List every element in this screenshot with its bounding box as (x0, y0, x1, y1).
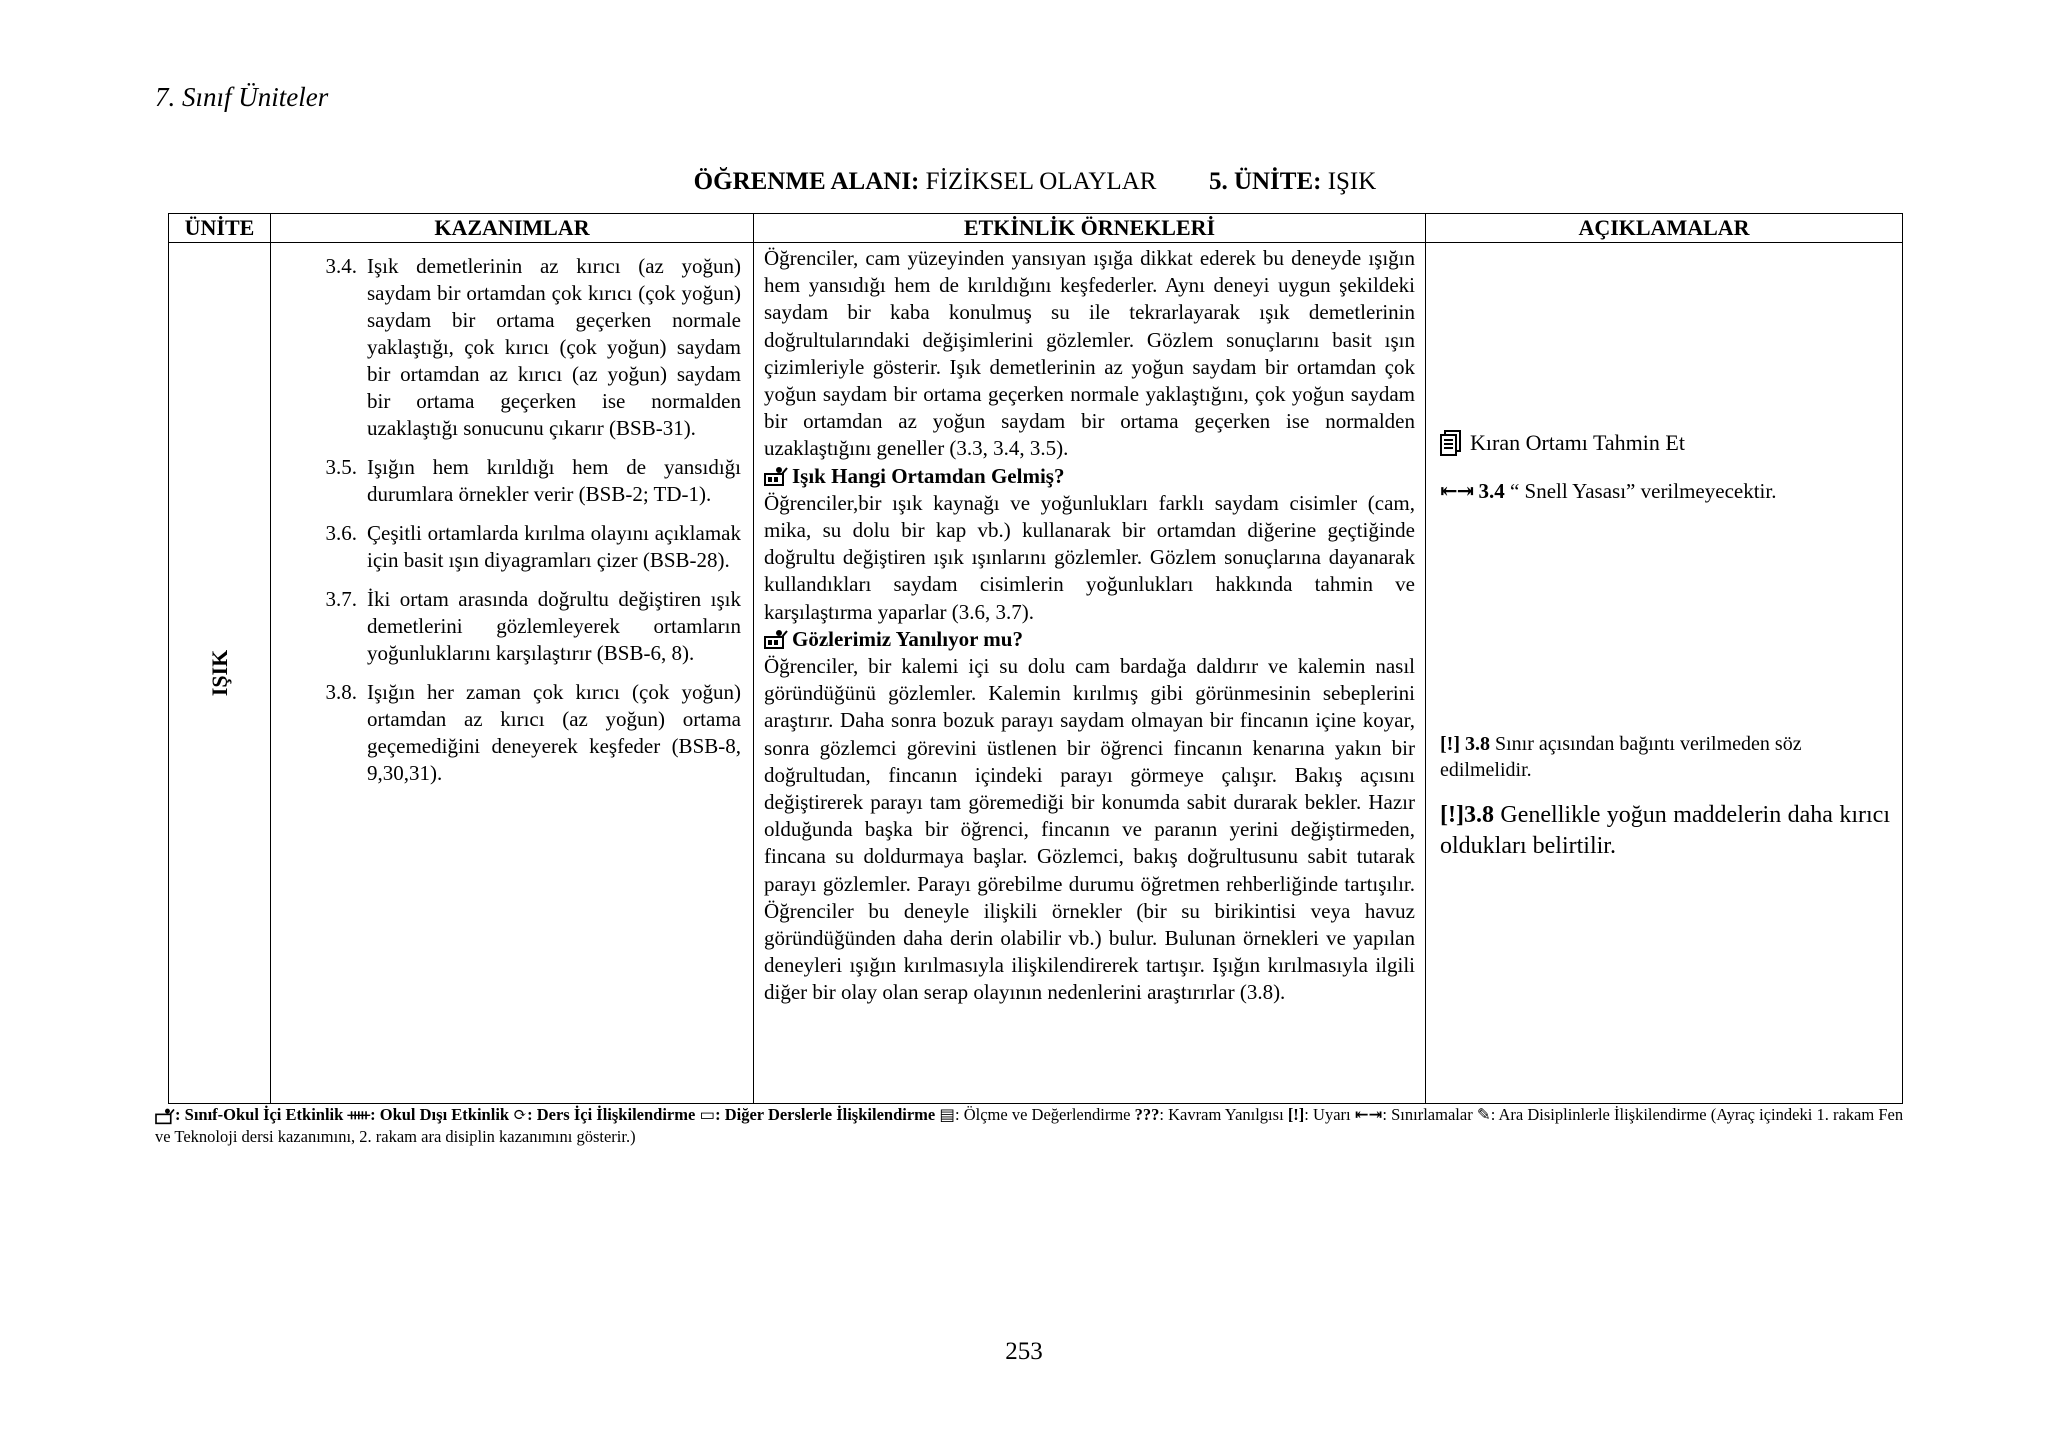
unit-value: IŞIK (1327, 168, 1377, 195)
kazanim-number: 3.7. (325, 587, 357, 611)
aciklamalar-cell (1426, 243, 1903, 1104)
kazanim-text: Işığın her zaman çok kırıcı (çok yoğun) ortamdan az kırıcı (az yoğun) ortama geçemediğini deneyerek keşfeder (BSB-8, 9,30,31). (367, 680, 741, 785)
kazanim-item (271, 586, 741, 667)
legend-l5: : Ölçme ve Değerlendirme (954, 1105, 1131, 1124)
aciklama-item4-mark: [!]3.8 (1440, 802, 1494, 828)
outdoor-activity-icon: ᚔ (347, 1105, 371, 1124)
kazanim-text: Işığın hem kırıldığı hem de yansıdığı durumlara örnekler verir (BSB-2; TD-1). (367, 455, 741, 506)
activity2-text: Öğrenciler, bir kalemi içi su dolu cam bardağa daldırır ve kalemin nasıl göründüğünü gözlemler. Kalemin kırılmış gibi görünmesinin sebeplerini araştırır. Daha sonra bozuk parayı saydam olmayan bir fincanın içine koyar, sonra gözlemci görevini üstlenen bir öğrenci fincanın kenarına yakın bir doğrultudan, fincanın içindeki parayı görmeye çalışır. Bakış açısını değiştirerek parayı tam göremediği bir konumda sabit durarak bekler. Hazır olduğunda başka bir öğrenci, fincanın ve paranın yerini değiştirmeden, fincana su doldurmaya başlar. Gözlemci, bakış doğrultusunu sabit tutarak parayı gözlemler. Parayı görebilme durumu öğretmen rehberliğinde tartışılır. Öğrenciler bu deneyle ilişkili örnekler (bir su birikintisi veya havuz göründüğünden daha derin olabilir vb.) bulur. Bulunan örnekleri ve yapılan deneyleri ışığın kırılmasıyla ilişkilendirerek tartışır. Işığın kırılmasıyla ilgili diğer bir olay olan serap olayının nedenlerini araştırırlar (3.8). (764, 654, 1415, 1005)
legend-l2: : Okul Dışı Etkinlik (370, 1105, 510, 1124)
kazanim-item (271, 253, 741, 442)
aciklama-item4-text: Genellikle yoğun maddelerin daha kırıcı oldukları belirtilir. (1440, 802, 1891, 859)
kazanim-text: İki ortam arasında doğrultu değiştiren ışık demetlerini gözlemleyerek ortamların yoğunluklarını karşılaştırır (BSB-6, 8). (367, 587, 741, 665)
unit-name-vertical: IŞIK (206, 649, 232, 697)
etkinlik-intro: Öğrenciler, cam yüzeyinden yansıyan ışığa dikkat ederek bu deneyde ışığın hem yansıdığı hem de kırıldığını keşfederler. Aynı deneyi uygun şekildeki saydam bir kaba konulmuş su ile tekrarlayarak ışık demetlerinin doğrultularındaki değişimlerini gözlemler. Gözlem sonuçlarını basit ışın çizimleriyle gösterir. Işık demetlerinin az yoğun saydam bir ortamdan çok yoğun saydam bir ortama geçerken normale yaklaştığını, çok yoğun saydam bir ortamdan az yoğun saydam bir ortama geçerken ise normalden uzaklaştığını geneller (3.3, 3.4, 3.5). (764, 246, 1415, 461)
assessment-icon (1440, 430, 1462, 456)
header-aciklamalar: AÇIKLAMALAR (1426, 214, 1903, 243)
kazanim-text: Işık demetlerinin az kırıcı (az yoğun) saydam bir ortamdan çok kırıcı (çok yoğun) saydam bir ortama geçerken normale yaklaştığı, çok kırıcı (çok yoğun) saydam bir ortamdan az kırıcı (az yoğun) saydam bir ortama geçerken ise normalden uzaklaştığı sonucunu çıkarır (BSB-31). (367, 254, 741, 440)
aciklama-limitation (1440, 478, 1776, 504)
table-row (169, 243, 1903, 1104)
legend-l1: : Sınıf-Okul İçi Etkinlik (175, 1105, 344, 1124)
unit-label: 5. ÜNİTE: (1208, 168, 1322, 195)
interdisciplinary-icon: ✎ (1476, 1105, 1491, 1124)
kazanimlar-cell (271, 243, 754, 1104)
legend (155, 1104, 1903, 1148)
kazanim-number: 3.4. (325, 254, 357, 278)
legend-l7-mark: [!] (1287, 1105, 1305, 1124)
activity2-title: Gözlerimiz Yanılıyor mu? (792, 626, 1023, 651)
activity1-text: Öğrenciler,bir ışık kaynağı ve yoğunlukları farklı saydam cisimler (cam, mika, su dolu bir kap vb.) kullanarak bir ortamdan diğerine geçtiğinde doğrultu değiştiren ışık ışınlarını gözlemler. Gözlem sonuçlarına dayanarak kullandıkları saydam cisimlerin yoğunlukları hakkında tahmin ve karşılaştırma yaparlar (3.6, 3.7). (764, 490, 1415, 624)
legend-l6: : Kavram Yanılgısı (1159, 1105, 1284, 1124)
curriculum-table (168, 213, 1903, 1104)
aciklama-assessment (1440, 430, 1685, 456)
kazanim-number: 3.8. (325, 680, 357, 704)
header-unite: ÜNİTE (169, 214, 271, 243)
kazanim-item (271, 679, 741, 787)
legend-l8: : Sınırlamalar (1382, 1105, 1473, 1124)
legend-l3: : Ders İçi İlişkilendirme (527, 1105, 696, 1124)
page-header-title: 7. Sınıf Üniteler (155, 82, 329, 112)
header-etkinlik: ETKİNLİK ÖRNEKLERİ (754, 214, 1426, 243)
etkinlik-cell (754, 243, 1426, 1104)
activity1-title: Işık Hangi Ortamdan Gelmiş? (792, 463, 1065, 488)
legend-l7: : Uyarı (1304, 1105, 1351, 1124)
header-kazanimlar: KAZANIMLAR (271, 214, 754, 243)
learning-area-line (168, 168, 1902, 196)
other-courses-icon: ▭ (699, 1105, 716, 1124)
kazanim-number: 3.6. (325, 521, 357, 545)
kazanim-number: 3.5. (325, 455, 357, 479)
legend-l4: : Diğer Derslerle İlişkilendirme (715, 1105, 936, 1124)
kazanim-item (271, 454, 741, 508)
assessment-icon: ▤ (939, 1105, 955, 1124)
aciklama-item1: Kıran Ortamı Tahmin Et (1470, 430, 1685, 455)
legend-l9: : Ara Disiplinlerle İlişkilendirme (Ayraç içindeki 1. rakam Fen ve Teknoloji dersi kazanımını, 2. rakam ara disiplin kazanımını gösterir.) (155, 1105, 1904, 1146)
area-value: FİZİKSEL OLAYLAR (925, 168, 1157, 195)
aciklama-item2-text: “ Snell Yasası” verilmeyecektir. (1509, 479, 1777, 503)
page-number: 253 (1005, 1338, 1043, 1365)
kazanim-text: Çeşitli ortamlarda kırılma olayını açıklamak için basit ışın diyagramları çizer (BSB-28). (367, 521, 741, 572)
kazanim-item (271, 520, 741, 574)
unit-cell (169, 243, 271, 1104)
limitation-icon: ⇤⇥ (1440, 479, 1474, 503)
aciklama-warning (1440, 800, 1890, 862)
legend-l6-mark: ??? (1134, 1105, 1160, 1124)
limitation-icon: ⇤⇥ (1354, 1105, 1383, 1124)
classroom-activity-icon (764, 628, 788, 650)
aciklama-warning (1440, 731, 1890, 783)
aciklama-item2-ref: 3.4 (1478, 479, 1505, 503)
activity-title (764, 463, 1415, 490)
classroom-activity-icon (155, 1107, 175, 1125)
table-header-row (169, 214, 1903, 243)
activity-title (764, 626, 1415, 653)
aciklama-item3-text: Sınır açısından bağıntı verilmeden söz edilmelidir. (1440, 733, 1802, 781)
cycle-icon: ⟳ (513, 1105, 528, 1124)
aciklama-item3-mark: [!] 3.8 (1440, 733, 1490, 755)
area-label: ÖĞRENME ALANI: (693, 168, 920, 195)
classroom-activity-icon (764, 465, 788, 487)
